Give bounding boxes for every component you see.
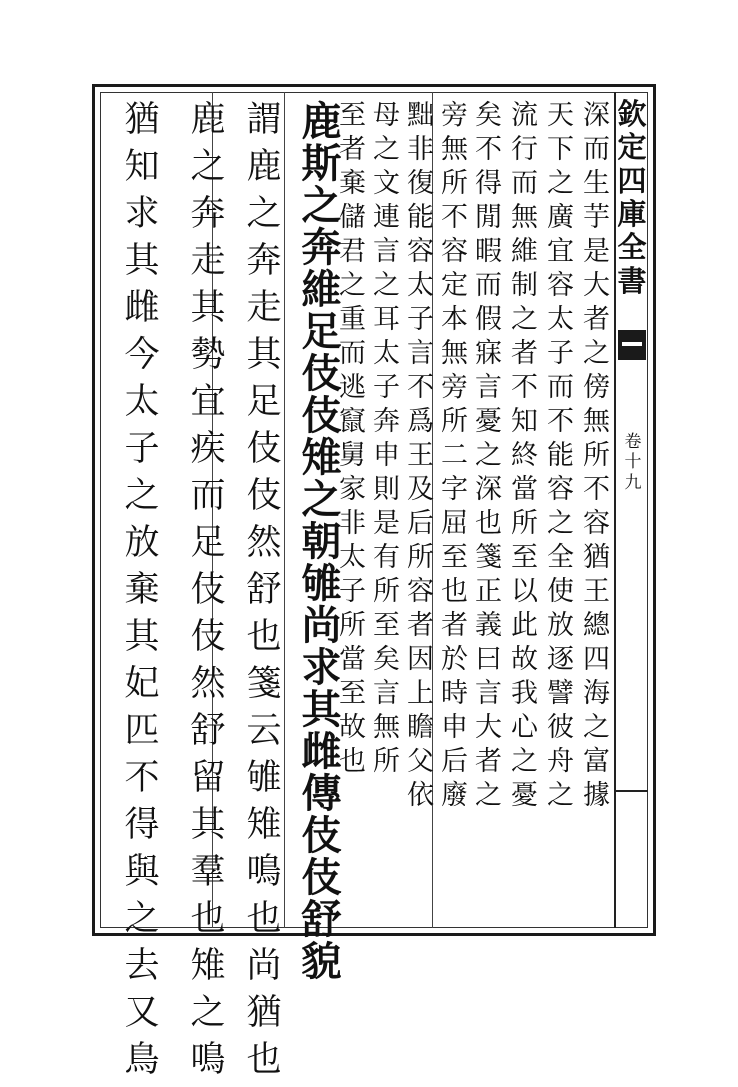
text-column: 母之文連言之耳太子奔申則是有所至矣言無所 — [368, 100, 399, 780]
text-column: 黜非復能容太子言不爲王及后所容者因上瞻父依 — [402, 100, 433, 814]
text-column: 至者棄儲君之重而逃竄舅家非太子所當至故也 — [334, 100, 365, 780]
juan-number — [620, 432, 646, 493]
strip-divider — [614, 790, 648, 792]
margin-char: 全 — [617, 230, 647, 265]
margin-char: 書 — [617, 263, 647, 298]
text-column-emphasis: 鹿斯之奔維足伎伎雉之朝雊尚求其雌傳伎伎舒貌 — [295, 100, 342, 982]
margin-char: 定 — [617, 130, 647, 165]
margin-char: 十 — [624, 452, 642, 473]
text-column: 流行而無維制之者不知終當所至以此故我心之憂 — [506, 100, 537, 814]
margin-char: 四 — [617, 163, 647, 198]
text-column: 深而生芋是大者之傍無所不容猶王總四海之富據 — [578, 100, 609, 814]
fish-tail-mark — [618, 330, 646, 360]
text-column: 猶知求其雌今太子之放棄其妃匹不得與之去又鳥 — [119, 100, 159, 1087]
book-title — [616, 98, 648, 298]
margin-char: 九 — [624, 472, 642, 493]
text-column: 矣不得閒暇而假寐言憂之深也箋正義曰言大者之 — [470, 100, 501, 814]
margin-char: 卷 — [624, 432, 642, 452]
margin-char: 欽 — [617, 97, 647, 131]
margin-char: 庫 — [617, 197, 647, 232]
text-column: 旁無所不容定本無旁所二字屈至也者於時申后廢 — [436, 100, 467, 814]
text-column: 天下之廣宜容太子而不能容之全使放逐譬彼舟之 — [542, 100, 573, 814]
text-column: 謂鹿之奔走其足伎伎然舒也箋云雊雉鳴也尚猶也 — [241, 100, 281, 1087]
text-column: 鹿之奔走其勢宜疾而足伎伎然舒留其羣也雉之鳴 — [185, 100, 225, 1087]
